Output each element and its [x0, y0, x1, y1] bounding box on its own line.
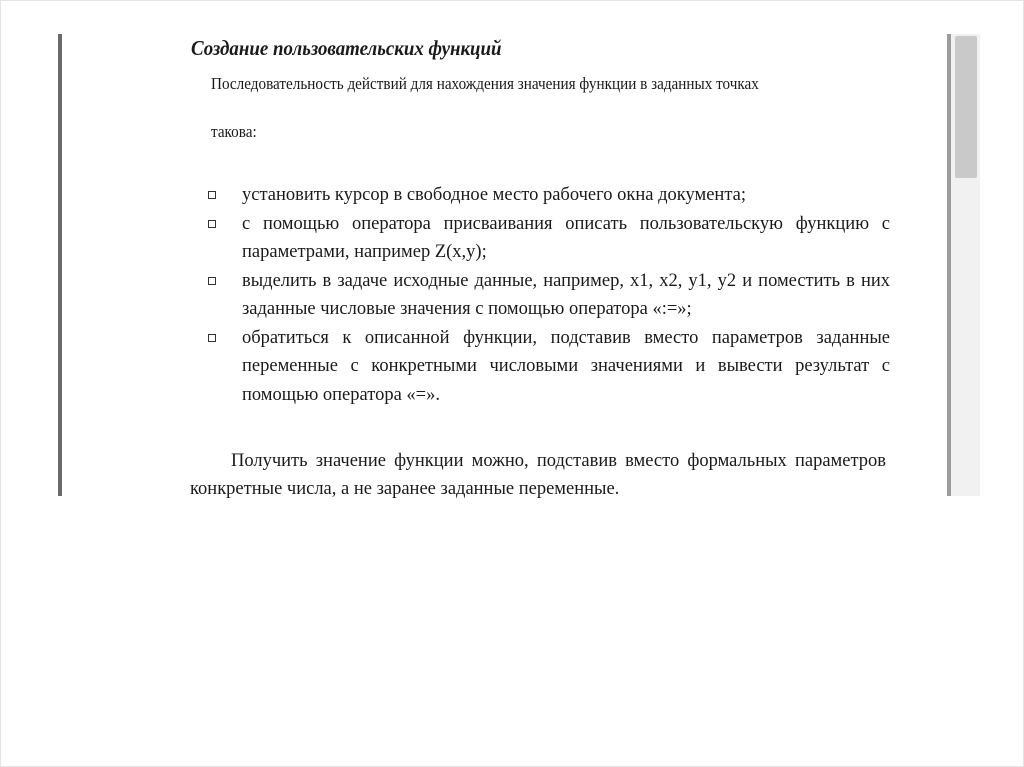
document-title: Создание пользовательских функций — [191, 36, 502, 60]
list-item — [206, 267, 890, 324]
closing-paragraph: Получить значение функции можно, подставив вместо формальных параметров конкретные числа, а не заранее заданные переменные. — [190, 451, 886, 499]
page-left-border — [58, 34, 62, 496]
list-item-text: обратиться к описанной функции, подставив вместо параметров заданные переменные с конкретными числовыми значениями и вывести результат с помощью оператора «=». — [242, 327, 890, 405]
list-item — [206, 181, 890, 210]
scrollbar-edge — [947, 34, 951, 496]
scrollbar-thumb[interactable] — [955, 36, 977, 178]
square-bullet-icon — [208, 220, 216, 228]
square-bullet-icon — [208, 191, 216, 199]
list-item — [206, 324, 890, 410]
list-item-text: установить курсор в свободное место рабочего окна документа; — [242, 185, 746, 205]
list-item-text: выделить в задаче исходные данные, например, x1, x2, y1, y2 и поместить в них заданные числовые значения с помощью оператора «:=»; — [242, 270, 890, 319]
square-bullet-icon — [208, 334, 216, 342]
list-item — [206, 210, 890, 267]
intro-line: Последовательность действий для нахождения значения функции в заданных точках — [211, 74, 759, 93]
list-item-text: с помощью оператора присваивания описать пользовательскую функцию с параметрами, например Z(x,y); — [242, 213, 890, 262]
square-bullet-icon — [208, 277, 216, 285]
bullet-list — [206, 181, 890, 409]
intro-line-continued: такова: — [211, 122, 257, 141]
